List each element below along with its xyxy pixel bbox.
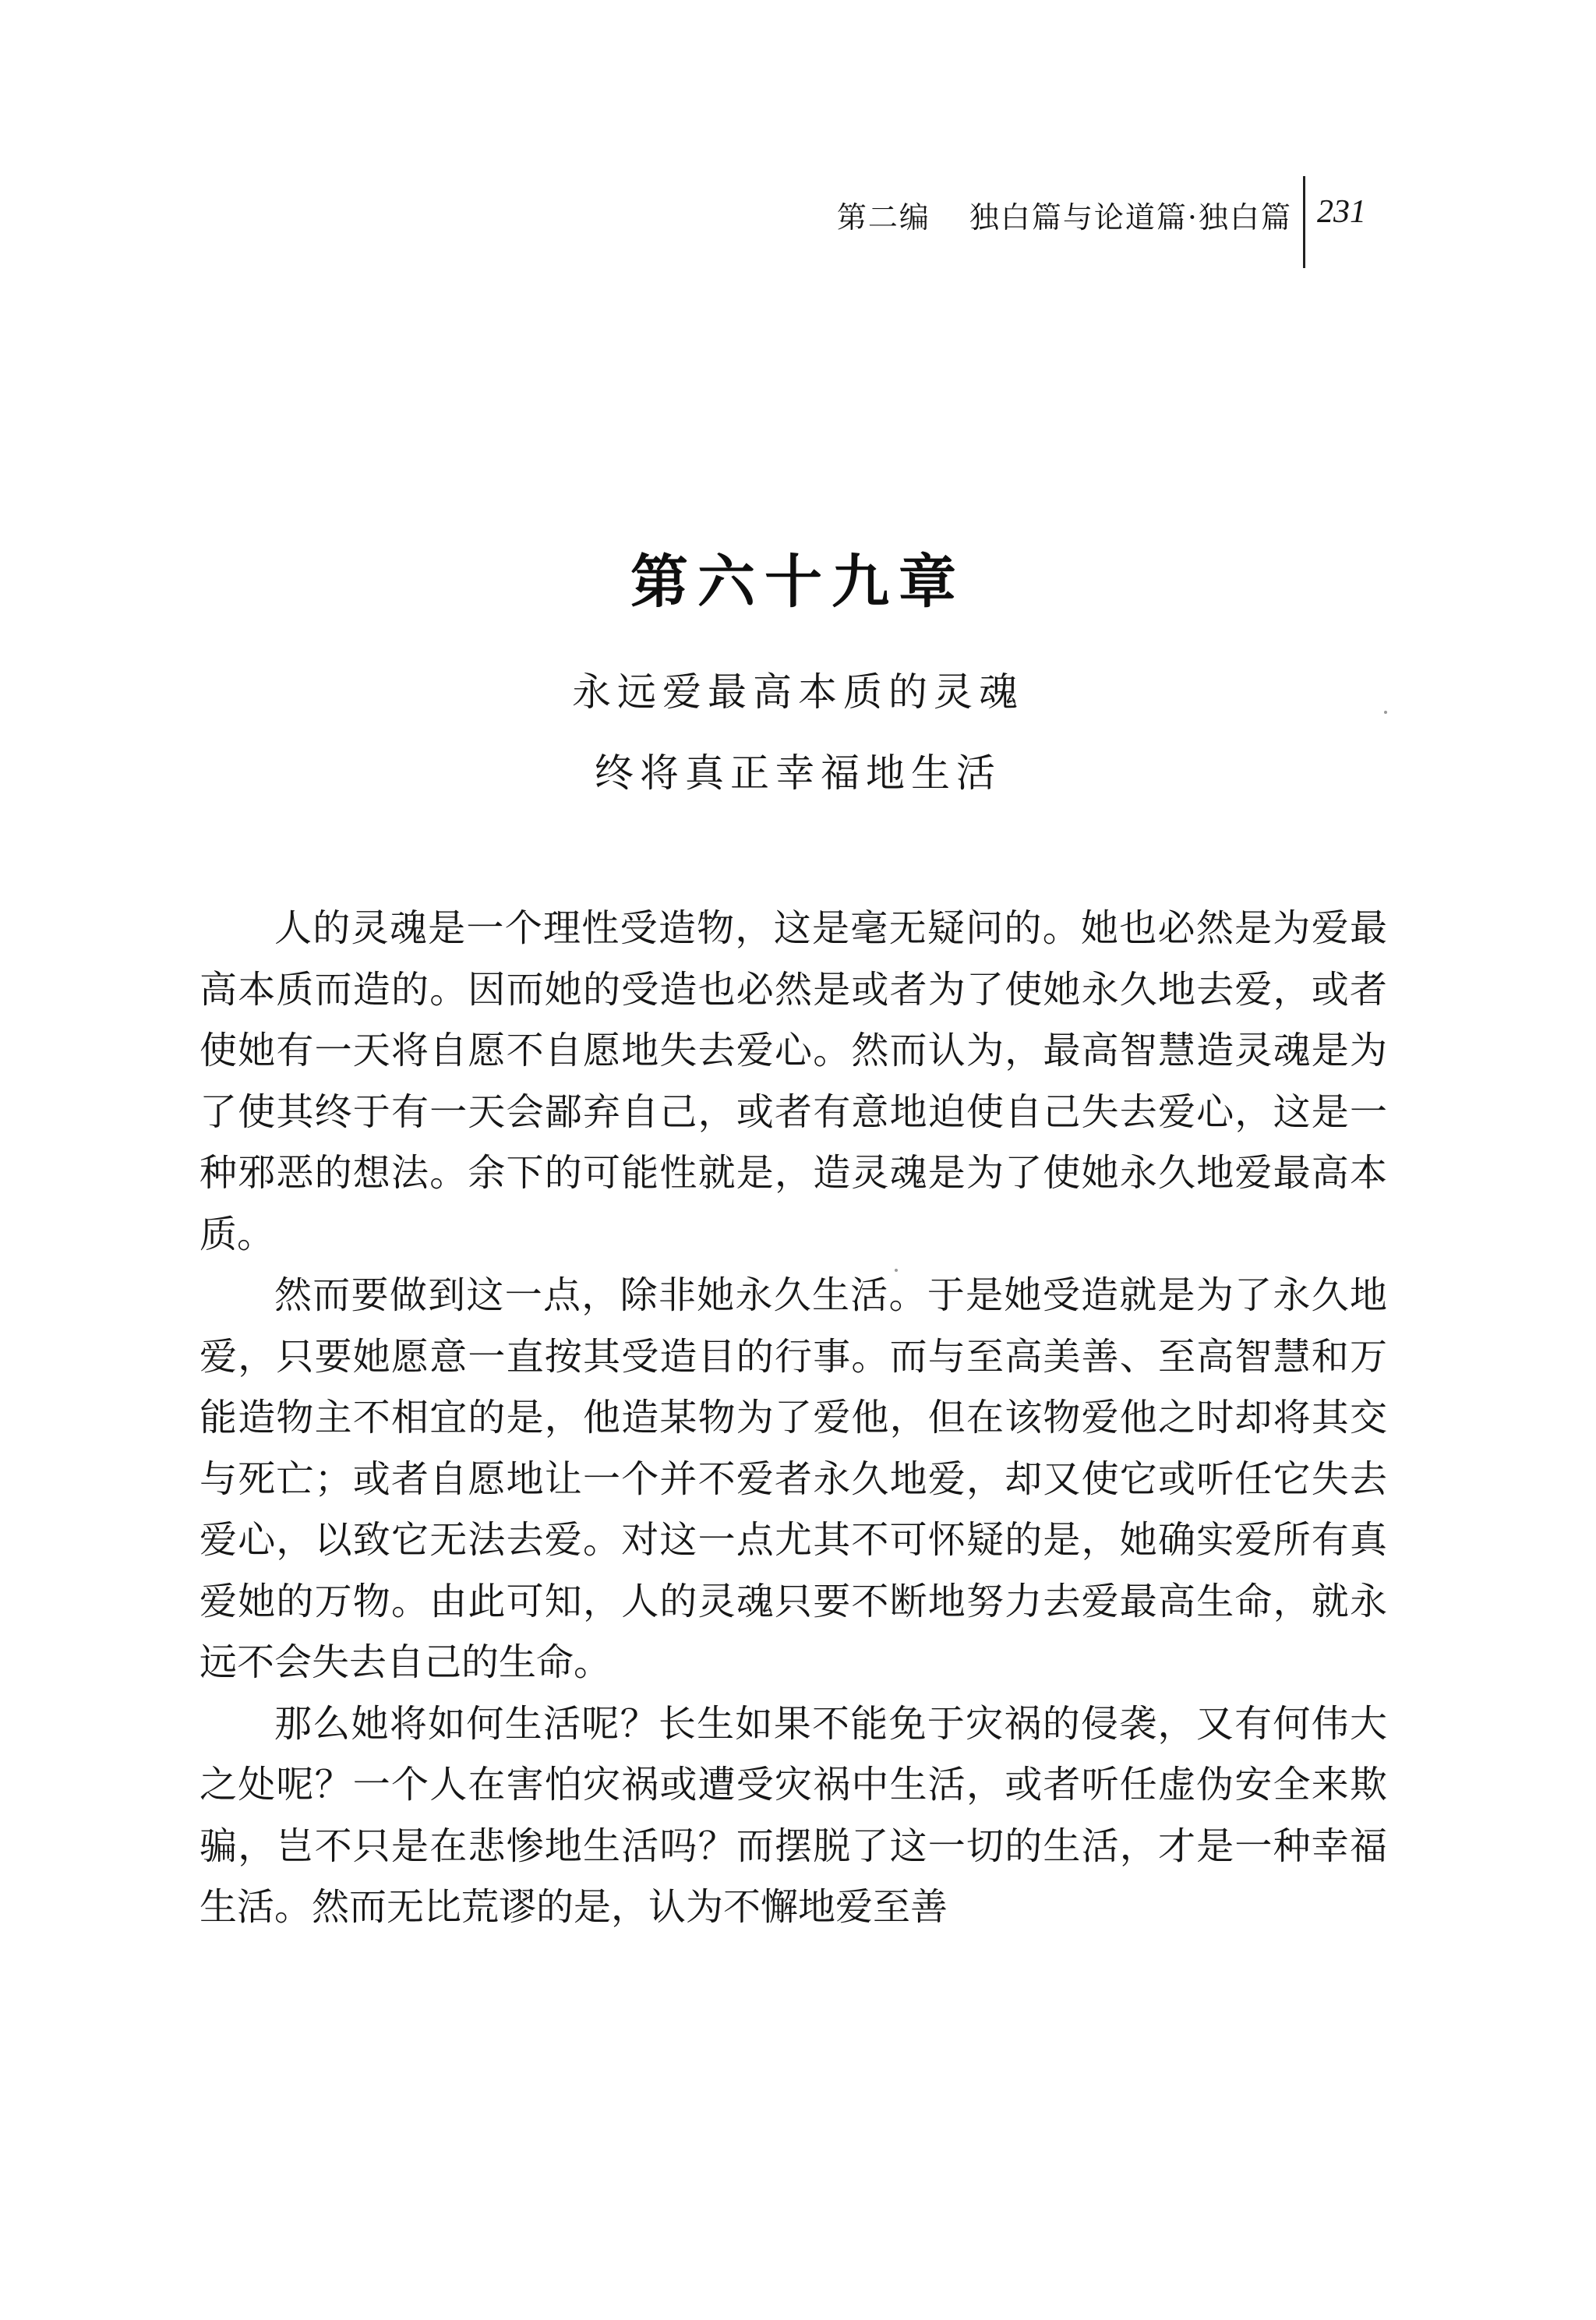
- page-number: 231: [1317, 194, 1366, 230]
- running-head: [747, 193, 1292, 236]
- running-head-section: 第二编: [836, 200, 930, 235]
- paragraph: 人的灵魂是一个理性受造物，这是毫无疑问的。她也必然是为爱最高本质而造的。因而她的受造也必然是或者为了使她永久地去爱，或者使她有一天将自愿不自愿地失去爱心。然而认为，最高智慧造灵魂是为了使其终于有一天会鄙弃自己，或者有意地迫使自己失去爱心，这是一种邪恶的想法。余下的可能性就是，造灵魂是为了使她永久地爱最高本质。: [200, 906, 1387, 1256]
- scan-speck: [1384, 711, 1387, 714]
- chapter-subtitle-line-1: 永远爱最高本质的灵魂: [572, 669, 1024, 715]
- scan-speck: [895, 1269, 898, 1272]
- paragraph: 那么她将如何生活呢？长生如果不能免于灾祸的侵袭，又有何伟大之处呢？一个人在害怕灾祸或遭受灾祸中生活，或者听任虚伪安全来欺骗，岂不只是在悲惨地生活吗？而摆脱了这一切的生活，才是一种幸福生活。然而无比荒谬的是，认为不懈地爱至善: [200, 1701, 1387, 1929]
- running-head-divider: [1303, 176, 1305, 268]
- body-text: [200, 898, 1387, 1938]
- running-head-title: 独白篇与论道篇·独白篇: [969, 200, 1292, 235]
- chapter-title: 第六十九章: [630, 549, 966, 616]
- chapter-subtitle-line-2: 终将真正幸福地生活: [595, 750, 1001, 796]
- paragraph: 然而要做到这一点，除非她永久生活。于是她受造就是为了永久地爱，只要她愿意一直按其受造目的行事。而与至高美善、至高智慧和万能造物主不相宜的是，他造某物为了爱他，但在该物爱他之时却将其交与死亡；或者自愿地让一个并不爱者永久地爱，却又使它或听任它失去爱心，以致它无法去爱。对这一点尤其不可怀疑的是，她确实爱所有真爱她的万物。由此可知，人的灵魂只要不断地努力去爱最高生命，就永远不会失去自己的生命。: [200, 1273, 1387, 1684]
